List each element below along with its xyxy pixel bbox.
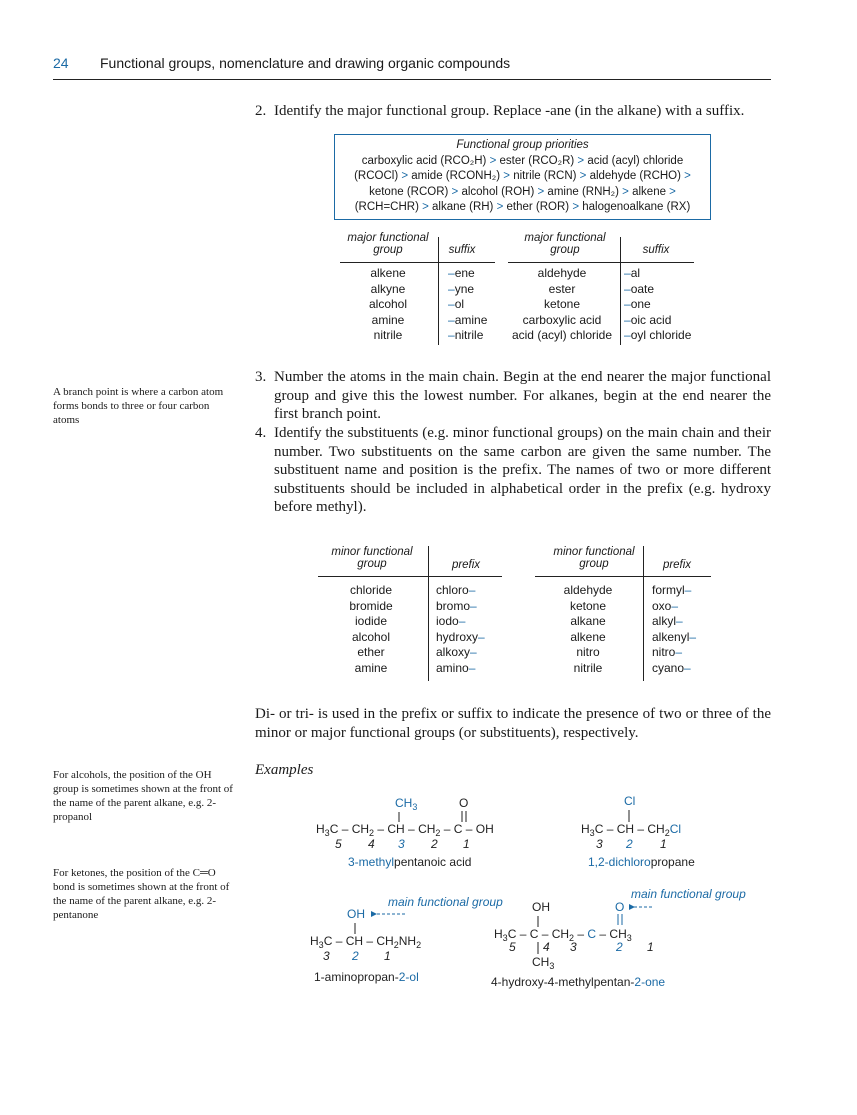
header-minor-functional-group: minor functional group [331,546,413,570]
dash-mark: – [684,583,692,597]
name-prefix: 3-methyl [348,855,395,869]
group-cell: aldehyde [537,266,587,280]
header-major-functional-group: major functional group [347,232,429,256]
locant-3: 3 [398,837,405,851]
locant-2: 2 [616,940,623,954]
prefix-text: chloro [436,583,469,597]
step-number: 2. [255,103,267,119]
priority-item: nitrile (RCN) [513,170,577,182]
locant-4: 4 [368,837,375,851]
dash-mark: – [448,328,455,342]
group-cell: nitro [576,645,600,659]
compound-name [588,855,695,869]
page-number: 24 [53,55,69,71]
priority-separator: > [493,201,507,213]
dash-mark: – [448,266,455,280]
priority-separator: > [534,185,548,198]
priority-item: halogenoalkane (RX) [582,201,691,213]
dash-mark: – [470,645,477,659]
annotation-main-functional-group: main functional group [388,895,503,909]
dash-mark: – [468,660,476,675]
group-cell: acid (acyl) chloride [511,328,613,342]
dash-mark: – [448,281,455,296]
step-number: 3. [255,369,267,385]
dash-mark: – [468,583,476,597]
name-stem: 4-hydroxy-4-methylpentan- [491,975,635,989]
name-prefix: 1,2-dichloro [588,855,651,869]
chapter-title: Functional groups, nomenclature and drawing organic compounds [100,55,511,71]
dash-mark: – [671,598,679,613]
di-tri-paragraph: Di- or tri- is used in the prefix or suffix to indicate the presence of two or three of the minor or major functional groups (or substituents), respectively. [255,706,771,741]
hydroxyl: OH [347,907,365,921]
dash-mark: – [676,614,683,628]
priority-item: ketone (RCOR) [369,185,449,198]
suffix-text: ol [454,297,465,311]
priority-item: acid (acyl) chloride [587,154,684,167]
priority-separator: > [665,185,676,198]
dash-mark: – [684,660,691,675]
prefix-text: alkoxy [436,645,471,659]
header-prefix: prefix [451,559,481,571]
locant-3: 3 [570,940,577,954]
priority-item: alkane (RH) [432,201,494,213]
priority-item: (RCH=CHR) [354,201,419,213]
suffix-text: nitrile [454,328,484,342]
priority-item: (RCOCl) [354,170,399,182]
dash-mark: – [470,598,477,613]
step-text: Identify the substituents (e.g. minor functional groups) on the main chain and their number. Two substituents on the same carbon are given the same number. The substituent name and position is the prefix. The names of two or more different substituents should be included in alphabetical order in the prefix (e.g. hydroxy before methyl). [274,425,771,515]
suffix-text: amine [454,312,488,327]
locant-1: 1 [384,949,391,963]
annotation-main-functional-group: main functional group [631,887,746,901]
priority-separator: > [680,170,691,182]
group-cell: iodide [354,614,388,628]
suffix-text: yne [454,281,475,296]
group-cell: alcohol [351,629,391,644]
group-cell: amine [354,660,388,675]
dash-mark: – [624,281,631,296]
name-suffix: 2-ol [398,970,419,984]
group-cell: ketone [543,297,581,311]
locant-3: 3 [323,949,330,963]
chain-formula: $H_3C$ – C – $CH_2$ – C – $CH_3$ [494,927,632,943]
methyl-group: $CH_3$ [395,796,418,812]
header-major-functional-group: major functional group [524,232,606,256]
group-cell: chloride [349,583,393,597]
group-cell: nitrile [373,328,403,342]
suffix-text: oyl chloride [630,328,692,342]
name-stem: propane [650,855,695,869]
group-cell: alkene [370,266,406,280]
group-cell: alkane [570,614,606,628]
name-stem: 1-aminopropan- [314,970,399,984]
dash-mark: – [448,312,455,327]
group-cell: amine [371,312,405,327]
chain-formula: $H_3C$ – CH – $CH_2NH_2$ [310,934,422,950]
priority-separator: > [574,154,588,167]
header-prefix: prefix [662,559,692,571]
priority-separator: > [418,201,433,213]
prefix-text: hydroxy [436,629,479,644]
group-cell: alkene [570,629,606,644]
dash-mark: – [458,614,466,628]
priority-item: amide (RCONH₂) [411,170,501,182]
locant-1: 1 [660,837,667,851]
suffix-text: one [630,297,651,311]
margin-note-branch-point: A branch point is where a carbon atom forms bonds to three or four carbon atoms [53,386,224,426]
priority-item: alcohol (ROH) [461,185,535,198]
priority-item: amine (RNH₂) [547,185,619,198]
priority-separator: > [486,154,500,167]
group-cell: bromide [349,598,393,613]
compound-name [348,855,471,869]
prefix-text: amino [436,660,469,675]
prefix-text: nitro [652,645,676,659]
group-cell: nitrile [573,660,603,675]
compound-name [314,970,419,984]
compound-name [491,975,665,989]
methyl-group: $CH_3$ [532,955,555,971]
suffix-text: ene [454,266,475,280]
margin-note-alcohols: For alcohols, the position of the OH group is sometimes shown at the front of the name of the parent alkane, e.g. 2-propanol [53,769,233,823]
locant-2: 2 [352,949,359,963]
chain-formula: $H_3C - CH_2$ – CH – $CH_2$ – C – OH [316,822,494,838]
step-text: Identify the major functional group. Replace -ane (in the alkane) with a suffix. [274,103,745,119]
dash-mark: – [624,312,631,327]
locant-3: 3 [596,837,603,851]
examples-label: Examples [255,762,314,778]
carbonyl-oxygen: O [459,796,469,810]
locant-4: 4 [543,940,550,954]
priority-separator: > [576,170,590,182]
priority-separator: > [569,201,583,213]
group-cell: alcohol [368,297,408,311]
prefix-text: oxo [652,598,672,613]
group-cell: ketone [569,598,607,613]
priorities-title: Functional group priorities [456,139,589,151]
group-cell: carboxylic acid [522,312,602,327]
locant-5: 5 [509,940,516,954]
suffix-text: oate [630,281,655,296]
prefix-text: bromo [436,598,471,613]
priority-item: ether (ROR) [506,201,570,213]
prefix-text: alkenyl [652,629,690,644]
name-stem: pentanoic acid [394,855,472,869]
dash-mark: – [675,645,683,659]
hydroxyl: OH [532,900,550,914]
group-cell: aldehyde [563,583,613,597]
locant-1: 1 [463,837,470,851]
dash-mark: – [478,629,485,644]
prefix-text: alkyl [652,614,677,628]
step-text: Number the atoms in the main chain. Begin at the end nearer the major functional group and give this the lowest number. For alkanes, begin at the end nearer the first branch point. [274,369,771,422]
locant-2: 2 [626,837,633,851]
group-cell: alkyne [370,281,406,296]
dash-mark: – [624,266,631,280]
carbonyl-oxygen: O [615,900,625,914]
structure-1-2-dichloropropane [581,794,695,869]
structure-4-hydroxy-4-methylpentan-2-one [491,887,746,989]
dash-mark: – [624,297,631,311]
prefix-text: cyano [652,660,685,675]
dash-mark: – [689,629,697,644]
locant-1: 1 [647,940,654,954]
priority-separator: > [398,170,412,182]
dash-mark: – [624,328,631,342]
header-suffix: suffix [448,244,476,256]
locant-5: 5 [335,837,342,851]
priority-item: aldehyde (RCHO) [589,170,681,182]
step-number: 4. [255,425,267,441]
priority-item: ester (RCO₂R) [499,154,575,167]
prefix-text: iodo [436,614,459,628]
priority-item: alkene [632,185,666,198]
chain-formula: $H_3C$ – CH – $CH_2Cl$ [581,822,682,838]
priority-item: carboxylic acid (RCO₂H) [361,154,487,167]
dash-mark: – [448,297,455,311]
priority-separator: > [448,185,462,198]
header-minor-functional-group: minor functional group [553,546,635,570]
header-suffix: suffix [642,244,670,256]
margin-note-ketones: For ketones, the position of the C═O bond is sometimes shown at the front of the name of the parent alkane, e.g. 2-pentanone [53,867,230,921]
prefix-text: formyl [652,583,685,597]
suffix-text: oic acid [630,312,672,327]
name-suffix: 2-one [634,975,666,989]
group-cell: ether [357,645,385,659]
locant-2: 2 [431,837,438,851]
priority-separator: > [500,170,514,182]
priority-separator: > [618,185,633,198]
chlorine: Cl [624,794,636,808]
group-cell: ester [548,281,576,296]
structure-1-aminopropan-2-ol [310,895,503,984]
suffix-text: al [630,266,641,280]
structure-3-methylpentanoic-acid [316,796,494,869]
